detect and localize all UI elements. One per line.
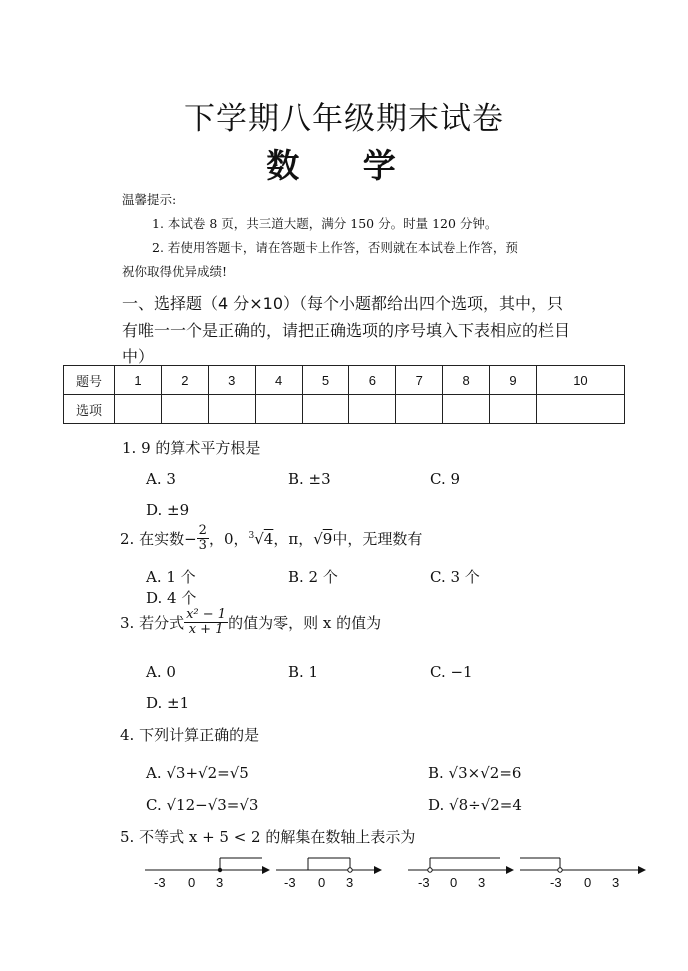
tick-label: 3 bbox=[216, 875, 224, 890]
q3-prefix: 3. 若分式 bbox=[120, 614, 185, 632]
answer-cell[interactable] bbox=[443, 395, 490, 424]
tick-label: -3 bbox=[418, 875, 430, 890]
q3-option-b: B. 1 bbox=[288, 663, 319, 681]
tick-label: -3 bbox=[284, 875, 296, 890]
q5-number-line-d bbox=[516, 850, 646, 890]
tick-label: 3 bbox=[346, 875, 354, 890]
answer-table-number: 7 bbox=[396, 366, 443, 395]
endpoint-circle bbox=[428, 868, 432, 872]
answer-table-row2-label: 选项 bbox=[64, 395, 115, 424]
answer-table-number: 8 bbox=[443, 366, 490, 395]
subject-title: 数 学 bbox=[266, 146, 422, 185]
q2-fraction-numerator: 2 bbox=[198, 523, 207, 538]
answer-table-number: 9 bbox=[490, 366, 537, 395]
q2-suffix: 中，无理数有 bbox=[332, 530, 423, 548]
q5-number-line-b bbox=[272, 850, 382, 890]
tips-line-2: 2. 若使用答题卡，请在答题卡上作答，否则就在本试卷上作答，预 bbox=[152, 240, 518, 255]
q3-option-a: A. 0 bbox=[146, 663, 176, 681]
arrow-icon bbox=[506, 866, 514, 874]
q3-option-d: D. ±1 bbox=[146, 694, 190, 712]
tick-label: 3 bbox=[478, 875, 486, 890]
q4-option-a: A. √3+√2=√5 bbox=[146, 764, 249, 782]
answer-table-number: 3 bbox=[208, 366, 255, 395]
q5-number-line-a bbox=[140, 850, 270, 890]
q1-stem: 1. 9 的算术平方根是 bbox=[122, 439, 261, 457]
q3-option-c: C. −1 bbox=[430, 663, 473, 681]
q2-cube-root-arg: 4 bbox=[263, 529, 274, 548]
answer-cell[interactable] bbox=[302, 395, 349, 424]
answer-cell[interactable] bbox=[349, 395, 396, 424]
q2-stem bbox=[120, 524, 422, 553]
answer-table-row1-label: 题号 bbox=[64, 366, 115, 395]
q3-fraction bbox=[184, 608, 228, 637]
answer-table-number: 6 bbox=[349, 366, 396, 395]
answer-cell[interactable] bbox=[490, 395, 537, 424]
arrow-icon bbox=[262, 866, 270, 874]
q1-option-b: B. ±3 bbox=[288, 470, 331, 488]
section1-line-1: 一、选择题（4 分×10）（每个小题都给出四个选项，其中，只 bbox=[122, 294, 564, 313]
answer-table-number: 2 bbox=[161, 366, 208, 395]
answer-cell[interactable] bbox=[255, 395, 302, 424]
q2-cube-root bbox=[249, 530, 274, 548]
tick-label: 3 bbox=[612, 875, 620, 890]
q1-option-a: A. 3 bbox=[146, 470, 176, 488]
exam-title: 下学期八年级期末试卷 bbox=[184, 101, 504, 137]
tick-label: -3 bbox=[154, 875, 166, 890]
answer-table bbox=[63, 365, 625, 424]
q2-square-root-arg: 9 bbox=[322, 529, 333, 548]
q2-square-root bbox=[313, 530, 332, 548]
q2-option-a: A. 1 个 bbox=[146, 568, 196, 586]
endpoint-circle bbox=[348, 868, 352, 872]
q4-option-b: B. √3×√2=6 bbox=[428, 764, 522, 782]
tick-label: 0 bbox=[584, 875, 592, 890]
answer-table-number: 4 bbox=[255, 366, 302, 395]
arrow-icon bbox=[638, 866, 646, 874]
q2-prefix: 2. 在实数 bbox=[120, 530, 185, 548]
q2-sep-2: ，π， bbox=[273, 530, 314, 548]
q4-option-c: C. √12−√3=√3 bbox=[146, 796, 259, 814]
q2-cube-root-index: 3 bbox=[248, 530, 255, 541]
answer-cell[interactable] bbox=[115, 395, 162, 424]
q3-fraction-numerator: x² − 1 bbox=[186, 607, 227, 622]
q2-fraction-denominator: 3 bbox=[198, 538, 207, 553]
tips-line-3: 祝你取得优异成绩! bbox=[122, 264, 228, 279]
answer-cell[interactable] bbox=[536, 395, 624, 424]
tips-line-1: 1. 本试卷 8 页，共三道大题，满分 150 分。时量 120 分钟。 bbox=[152, 216, 498, 231]
tick-label: 0 bbox=[450, 875, 458, 890]
answer-table-number: 10 bbox=[536, 366, 624, 395]
q3-stem bbox=[120, 608, 381, 637]
q1-option-d: D. ±9 bbox=[146, 501, 190, 519]
tick-label: 0 bbox=[318, 875, 326, 890]
answer-table-number: 5 bbox=[302, 366, 349, 395]
answer-cell[interactable] bbox=[396, 395, 443, 424]
answer-table-number-row bbox=[64, 366, 625, 395]
tips-heading: 温馨提示: bbox=[122, 192, 177, 207]
q2-sep-1: ，0， bbox=[208, 530, 249, 548]
q1-option-c: C. 9 bbox=[430, 470, 461, 488]
answer-table-number: 1 bbox=[115, 366, 162, 395]
answer-table-option-row bbox=[64, 395, 625, 424]
q2-option-c: C. 3 个 bbox=[430, 568, 480, 586]
q2-option-d: D. 4 个 bbox=[146, 589, 197, 607]
q2-minus: − bbox=[184, 529, 197, 548]
radical-icon: √ bbox=[254, 529, 264, 548]
answer-cell[interactable] bbox=[161, 395, 208, 424]
q5-stem: 5. 不等式 x + 5 < 2 的解集在数轴上表示为 bbox=[120, 828, 416, 846]
q2-option-b: B. 2 个 bbox=[288, 568, 338, 586]
q4-stem: 4. 下列计算正确的是 bbox=[120, 726, 260, 744]
q5-number-line-c bbox=[404, 850, 514, 890]
q2-fraction bbox=[197, 524, 209, 553]
tick-label: -3 bbox=[550, 875, 562, 890]
q3-suffix: 的值为零，则 x 的值为 bbox=[228, 614, 382, 632]
tick-label: 0 bbox=[188, 875, 196, 890]
q4-option-d: D. √8÷√2=4 bbox=[428, 796, 522, 814]
answer-cell[interactable] bbox=[208, 395, 255, 424]
section1-line-2: 有唯一一个是正确的，请把正确选项的序号填入下表相应的栏目 bbox=[122, 321, 571, 340]
section1-line-3: 中） bbox=[122, 347, 155, 366]
endpoint-dot bbox=[218, 868, 222, 872]
radical-icon: √ bbox=[313, 529, 323, 548]
arrow-icon bbox=[374, 866, 382, 874]
q3-fraction-denominator: x + 1 bbox=[188, 622, 224, 637]
endpoint-circle bbox=[558, 868, 562, 872]
